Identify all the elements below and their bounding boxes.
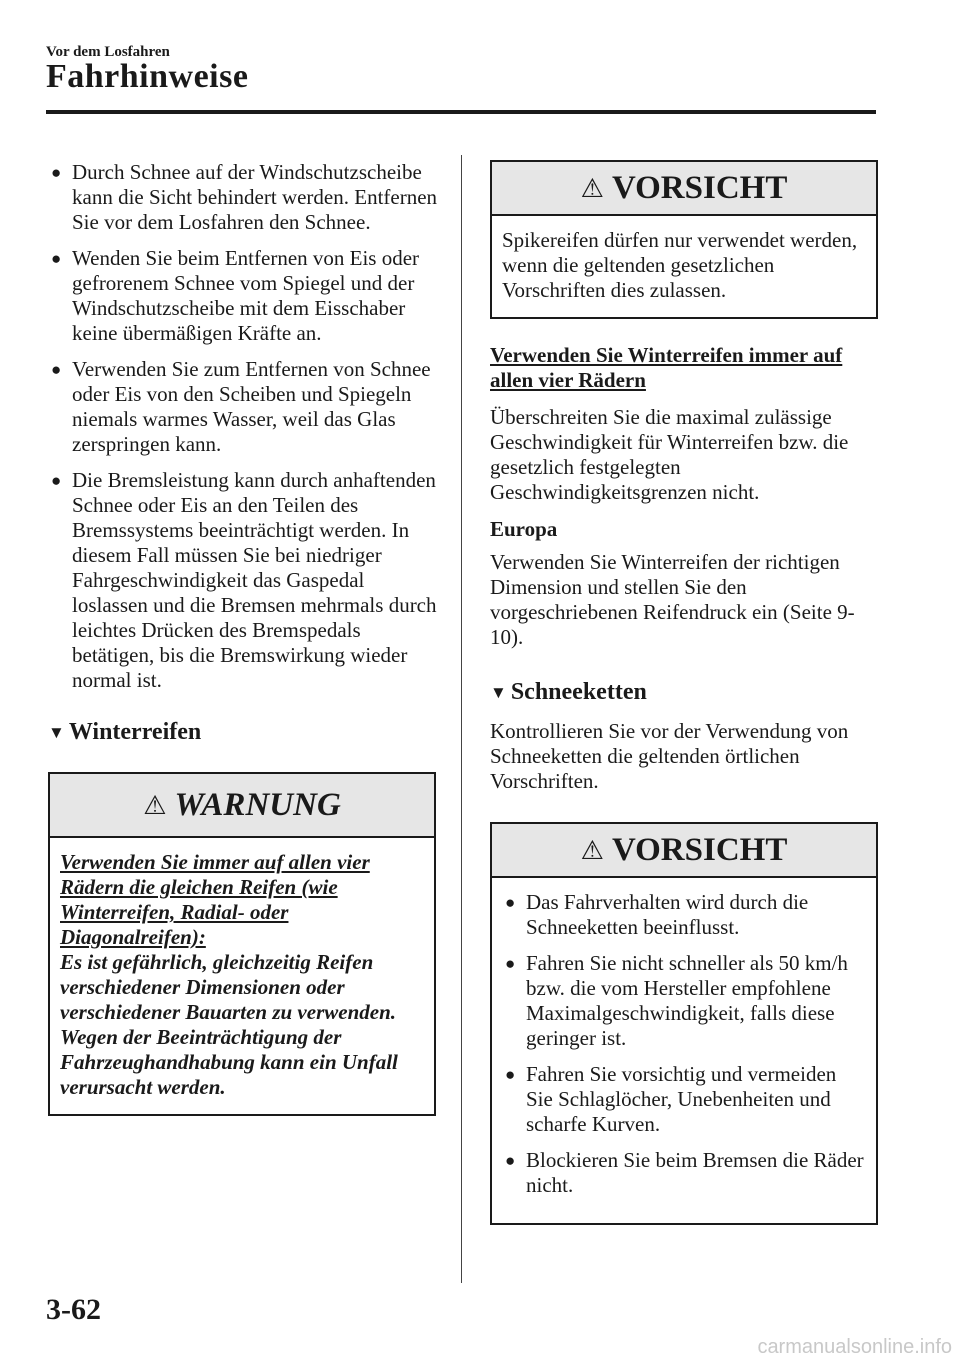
warning-triangle-icon: ⚠ [580, 835, 604, 865]
dot-bullet-icon: ● [505, 1151, 516, 1170]
chains-paragraph: Kontrollieren Sie vor der Verwendung von Schneeketten die geltenden örtlichen Vorschriften. [490, 719, 849, 793]
dot-bullet-icon: ● [51, 249, 62, 268]
list-item: ● Fahren Sie vorsichtig und vermeiden Sie Schlaglöcher, Unebenheiten und scharfe Kurven. [505, 1062, 837, 1136]
triangle-down-icon: ▼ [490, 683, 507, 702]
snow-bullet-list [48, 160, 438, 693]
list-item: ● Wenden Sie beim Entfernen von Eis oder gefrorenem Schnee vom Spiegel und der Windschutzscheibe mit dem Eisschaber keine übermäßigen Kräfte an. [51, 246, 420, 345]
caution-box-body [492, 878, 876, 1223]
dot-bullet-icon: ● [505, 1065, 516, 1084]
list-item: ● Die Bremsleistung kann durch anhaftenden Schnee oder Eis an den Teilen des Bremssystems beeinträchtigt werden. In diesem Fall müssen Sie bei niedriger Fahrgeschwindigkeit das Gaspedal loslassen und die Bremsen mehrmals durch leichtes Drücken des Bremspedals betätigen, bis die Bremswirkung wieder normal ist. [51, 468, 437, 692]
list-item: ● Blockieren Sie beim Bremsen die Räder nicht. [505, 1148, 864, 1197]
section-label: Vor dem Losfahren [46, 44, 170, 60]
tire-dimension-paragraph: Verwenden Sie Winterreifen der richtigen Dimension und stellen Sie den vorgeschriebenen Reifendruck ein (Seite 9-10). [490, 550, 855, 649]
right-column [490, 160, 878, 1225]
dot-bullet-icon: ● [51, 471, 62, 490]
list-item: ● Fahren Sie nicht schneller als 50 km/h bzw. die vom Hersteller empfohlene Maximalgeschwindigkeit, falls diese geringer ist. [505, 951, 848, 1050]
caution-box-chains [490, 822, 878, 1225]
list-item: ● Durch Schnee auf der Windschutzscheibe kann die Sicht behindert werden. Entfernen Sie vor dem Losfahren den Schnee. [51, 160, 438, 234]
list-item: ● Verwenden Sie zum Entfernen von Schnee oder Eis von den Scheiben und Spiegeln niemals warmes Wasser, weil das Glas zerspringen kann. [51, 357, 431, 456]
warning-label: WARNUNG [174, 786, 341, 823]
caution-box-header [492, 162, 876, 216]
warning-box-body [50, 838, 434, 1114]
winter-tires-heading: Verwenden Sie Winterreifen immer auf allen vier Rädern [490, 343, 843, 392]
page-number: 3-62 [46, 1293, 101, 1326]
speed-paragraph: Überschreiten Sie die maximal zulässige Geschwindigkeit für Winterreifen bzw. die gesetzlich festgelegten Geschwindigkeitsgrenzen nicht. [490, 405, 849, 504]
europe-label: Europa [490, 517, 558, 541]
warning-triangle-icon: ⚠ [143, 790, 167, 820]
caution-label: VORSICHT [611, 831, 788, 868]
page-title: Fahrhinweise [46, 58, 249, 95]
warning-text: Es ist gefährlich, gleichzeitig Reifen verschiedener Dimensionen oder verschiedener Bauarten zu verwenden. Wegen der Beeinträchtigung der Fahrzeughandhabung kann ein Unfall verursacht werden. [60, 950, 398, 1099]
caution-label: VORSICHT [611, 169, 788, 206]
schneeketten-heading: ▼ Schneeketten [490, 679, 647, 705]
warning-box-header [50, 774, 434, 838]
warning-triangle-icon: ⚠ [580, 173, 604, 203]
triangle-down-icon: ▼ [48, 723, 65, 742]
caution-text: Spikereifen dürfen nur verwendet werden, wenn die geltenden gesetzlichen Vorschriften dies zulassen. [502, 228, 858, 302]
chains-bullet-list [502, 890, 866, 1198]
caution-box-body [492, 216, 876, 317]
warning-box [48, 772, 436, 1116]
dot-bullet-icon: ● [51, 163, 62, 182]
caution-box-header [492, 824, 876, 878]
watermark-text: carmanualsonline.info [757, 1336, 952, 1358]
left-column [48, 160, 438, 1116]
header-rule [46, 110, 876, 114]
winterreifen-heading: ▼ Winterreifen [48, 719, 202, 745]
caution-box-spikes [490, 160, 878, 319]
dot-bullet-icon: ● [505, 893, 516, 912]
column-divider [461, 155, 462, 1283]
warning-underlined-text: Verwenden Sie immer auf allen vier Rädern die gleichen Reifen (wie Winterreifen, Radial- oder Diagonalreifen): [60, 850, 370, 949]
list-item: ● Das Fahrverhalten wird durch die Schneeketten beeinflusst. [505, 890, 809, 939]
dot-bullet-icon: ● [51, 360, 62, 379]
dot-bullet-icon: ● [505, 954, 516, 973]
